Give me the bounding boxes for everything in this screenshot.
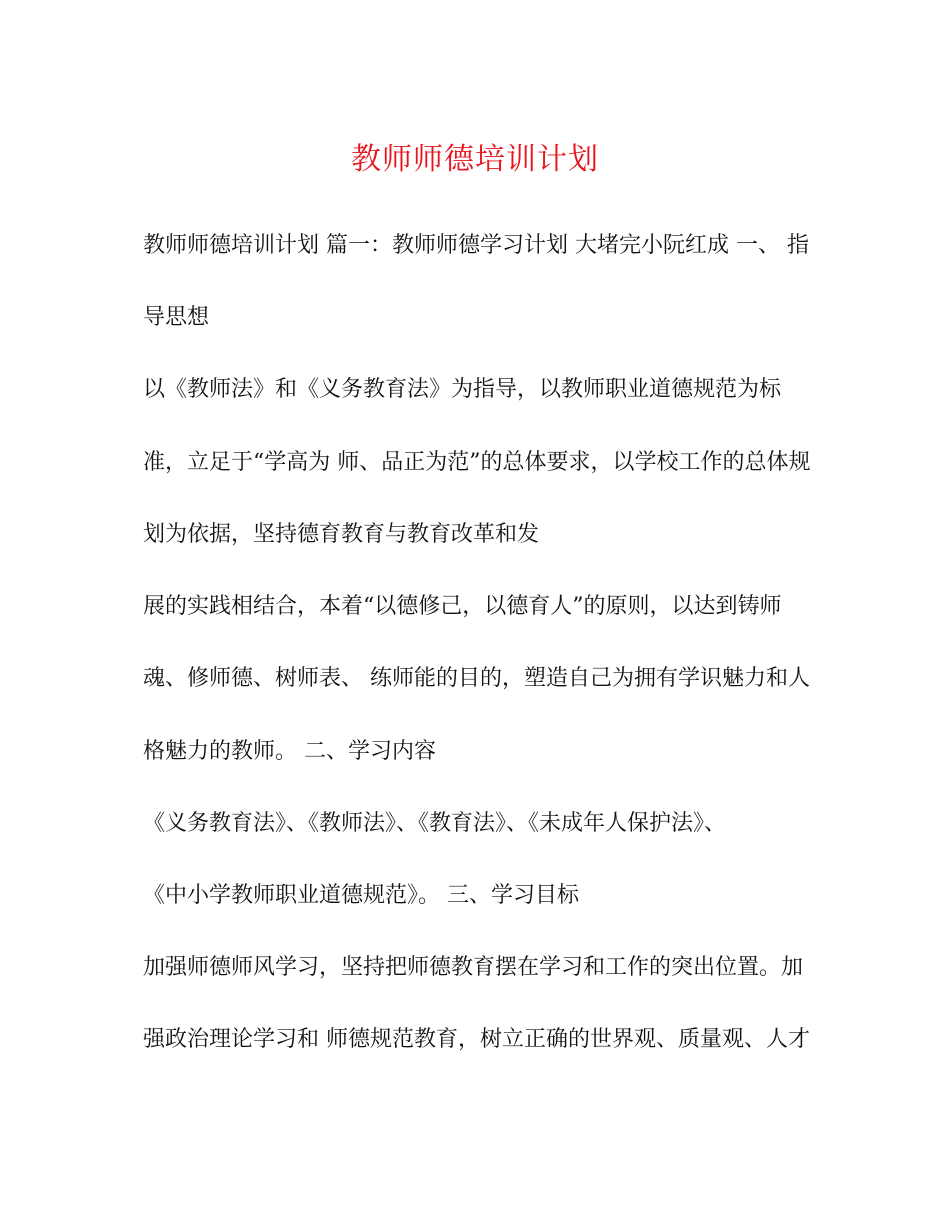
paragraph-line: 导思想 [143,305,210,330]
paragraph-line: 加强师德师风学习，坚持把师德教育摆在学习和工作的突出位置。加 [143,955,804,980]
paragraph-line: 《义务教育法》、《教师法》、《教育法》、《未成年人保护法》、 [143,811,727,836]
paragraph-line: 教师师德培训计划 篇一：教师师德学习计划 大堵完小阮红成 一、 指 [143,233,809,258]
paragraph-line: 《中小学教师职业道德规范》。 三、学习目标 [143,883,579,908]
paragraph-line: 格魅力的教师。 二、学习内容 [143,739,436,764]
paragraph-line: 展的实践相结合，本着“以德修己，以德育人”的原则，以达到铸师 [143,594,782,619]
document-title: 教师师德培训计划 [351,142,599,177]
paragraph-line: 准，立足于“学高为 师、品正为范”的总体要求，以学校工作的总体规 [143,450,811,475]
paragraph-line: 划为依据，坚持德育教育与教育改革和发 [143,522,540,547]
paragraph-line: 魂、修师德、树师表、 练师能的目的，塑造自己为拥有学识魅力和人 [143,666,810,691]
paragraph-line: 以《教师法》和《义务教育法》为指导，以教师职业道德规范为标 [143,377,782,402]
paragraph-line: 强政治理论学习和 师德规范教育，树立正确的世界观、质量观、人才 [143,1027,810,1052]
